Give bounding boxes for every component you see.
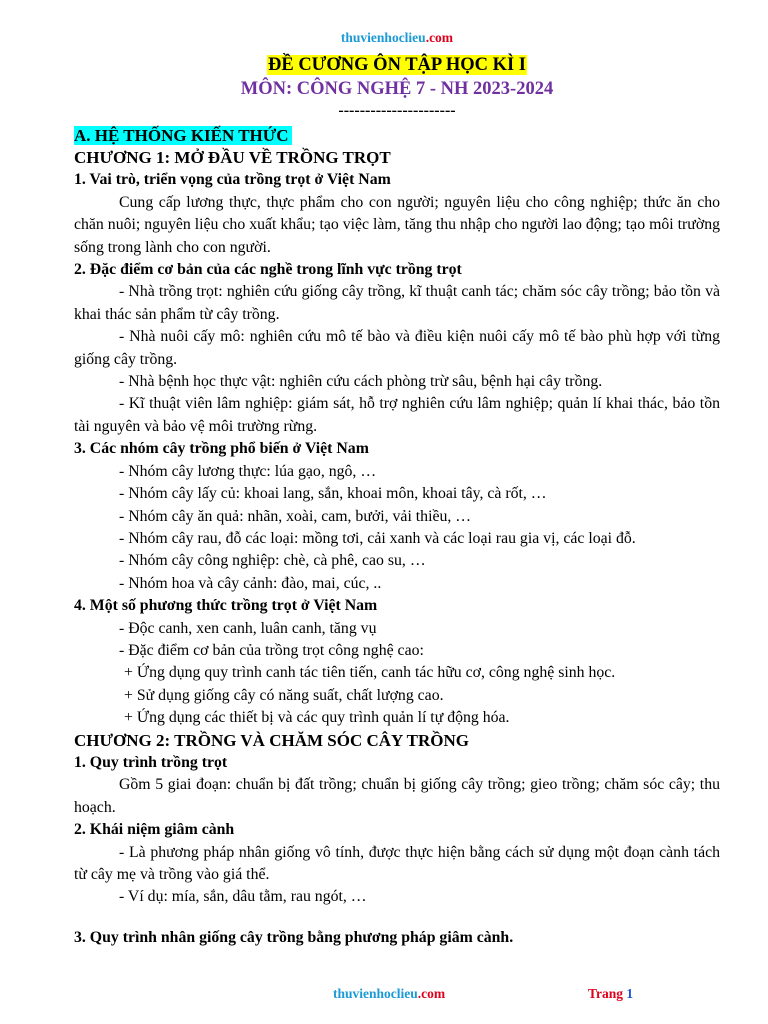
- ch1-s2-item: - Nhà nuôi cấy mô: nghiên cứu mô tế bào và điều kiện nuôi cấy mô tế bào phù hợp với từng giống cây trồng.: [74, 328, 720, 368]
- ch1-s2-item: - Kĩ thuật viên lâm nghiệp: giám sát, hỗ trợ nghiên cứu lâm nghiệp; quản lí khai thác, bảo tồn tài nguyên và bảo vệ môi trường rừng.: [74, 395, 720, 435]
- ch1-s4-subitem: + Sử dụng giống cây có năng suất, chất lượng cao.: [124, 686, 444, 704]
- document-title: ĐỀ CƯƠNG ÔN TẬP HỌC KÌ I: [268, 55, 526, 75]
- ch1-s3-item: - Nhóm hoa và cây cảnh: đào, mai, cúc, ..: [119, 574, 382, 592]
- chapter-1-title: CHƯƠNG 1: MỞ ĐẦU VỀ TRỒNG TRỌT: [74, 148, 391, 167]
- footer-site-tld: .com: [417, 986, 446, 1001]
- divider: ----------------------: [338, 102, 456, 119]
- page-footer: [0, 986, 768, 1004]
- ch1-s2-heading: 2. Đặc điểm cơ bản của các nghề trong lĩnh vực trồng trọt: [74, 261, 462, 279]
- footer-site-name: thuvienhoclieu: [333, 986, 418, 1001]
- ch1-s4-heading: 4. Một số phương thức trồng trọt ở Việt Nam: [74, 597, 378, 615]
- footer-site: [333, 986, 445, 1002]
- ch1-s3-item: - Nhóm cây lấy củ: khoai lang, sắn, khoai môn, khoai tây, cà rốt, …: [119, 485, 547, 503]
- page-number: [588, 986, 633, 1002]
- header-site-tld: .com: [425, 30, 454, 45]
- ch1-s3-item: - Nhóm cây lương thực: lúa gạo, ngô, …: [119, 462, 377, 480]
- ch2-s1-heading: 1. Quy trình trồng trọt: [74, 753, 228, 771]
- page-label: Trang: [588, 986, 627, 1001]
- ch1-s1-heading: 1. Vai trò, triển vọng của trồng trọt ở Việt Nam: [74, 171, 391, 189]
- ch1-s4-subitem: + Ứng dụng quy trình canh tác tiên tiến, canh tác hữu cơ, công nghệ sinh học.: [124, 664, 616, 682]
- ch1-s1-text: Cung cấp lương thực, thực phẩm cho con người; nguyên liệu cho công nghiệp; thức ăn cho chăn nuôi; nguyên liệu cho xuất khẩu; tạo việc làm, tăng thu nhập cho người lao động; tạo môi trường sống trong lành cho con người.: [74, 193, 720, 256]
- header-site: [74, 30, 720, 46]
- ch1-s3-item: - Nhóm cây công nghiệp: chè, cà phê, cao su, …: [119, 552, 426, 570]
- ch1-s2-item: - Nhà bệnh học thực vật: nghiên cứu cách phòng trừ sâu, bệnh hại cây trồng.: [119, 373, 603, 391]
- ch1-s4-subitem: + Ứng dụng các thiết bị và các quy trình quản lí tự động hóa.: [124, 709, 510, 727]
- ch2-s2-example: - Ví dụ: mía, sắn, dâu tằm, rau ngót, …: [119, 888, 367, 906]
- ch2-s2-heading: 2. Khái niệm giâm cành: [74, 821, 235, 839]
- ch1-s3-item: - Nhóm cây ăn quả: nhãn, xoài, cam, bưởi, vải thiều, …: [119, 507, 472, 525]
- ch1-s3-heading: 3. Các nhóm cây trồng phổ biến ở Việt Nam: [74, 440, 369, 458]
- document-page: [74, 30, 720, 949]
- ch2-s2-text: - Là phương pháp nhân giống vô tính, được thực hiện bằng cách sử dụng một đoạn cành tách từ cây mẹ và trồng vào giá thể.: [74, 843, 720, 883]
- ch2-s1-text: Gồm 5 giai đoạn: chuẩn bị đất trồng; chuẩn bị giống cây trồng; gieo trồng; chăm sóc cây; thu hoạch.: [74, 776, 720, 816]
- ch1-s3-item: - Nhóm cây rau, đỗ các loại: mồng tơi, cải xanh và các loại rau gia vị, các loại đỗ.: [119, 529, 636, 547]
- page-number-value: 1: [626, 986, 634, 1001]
- ch1-s2-item: - Nhà trồng trọt: nghiên cứu giống cây trồng, kĩ thuật canh tác; chăm sóc cây trồng; bảo tồn và khai thác sản phẩm từ cây trồng.: [74, 283, 720, 323]
- ch2-s3-heading: 3. Quy trình nhân giống cây trồng bằng phương pháp giâm cành.: [74, 928, 514, 946]
- ch1-s4-item: - Đặc điểm cơ bản của trồng trọt công nghệ cao:: [119, 641, 424, 659]
- spacer: [74, 909, 720, 927]
- chapter-2-title: CHƯƠNG 2: TRỒNG VÀ CHĂM SÓC CÂY TRỒNG: [74, 730, 469, 750]
- document-subtitle: MÔN: CÔNG NGHỆ 7 - NH 2023-2024: [240, 79, 554, 99]
- section-a-heading: A. HỆ THỐNG KIẾN THỨC: [74, 125, 720, 147]
- ch1-s4-item: - Độc canh, xen canh, luân canh, tăng vụ: [119, 619, 377, 637]
- header-site-name: thuvienhoclieu: [340, 30, 426, 45]
